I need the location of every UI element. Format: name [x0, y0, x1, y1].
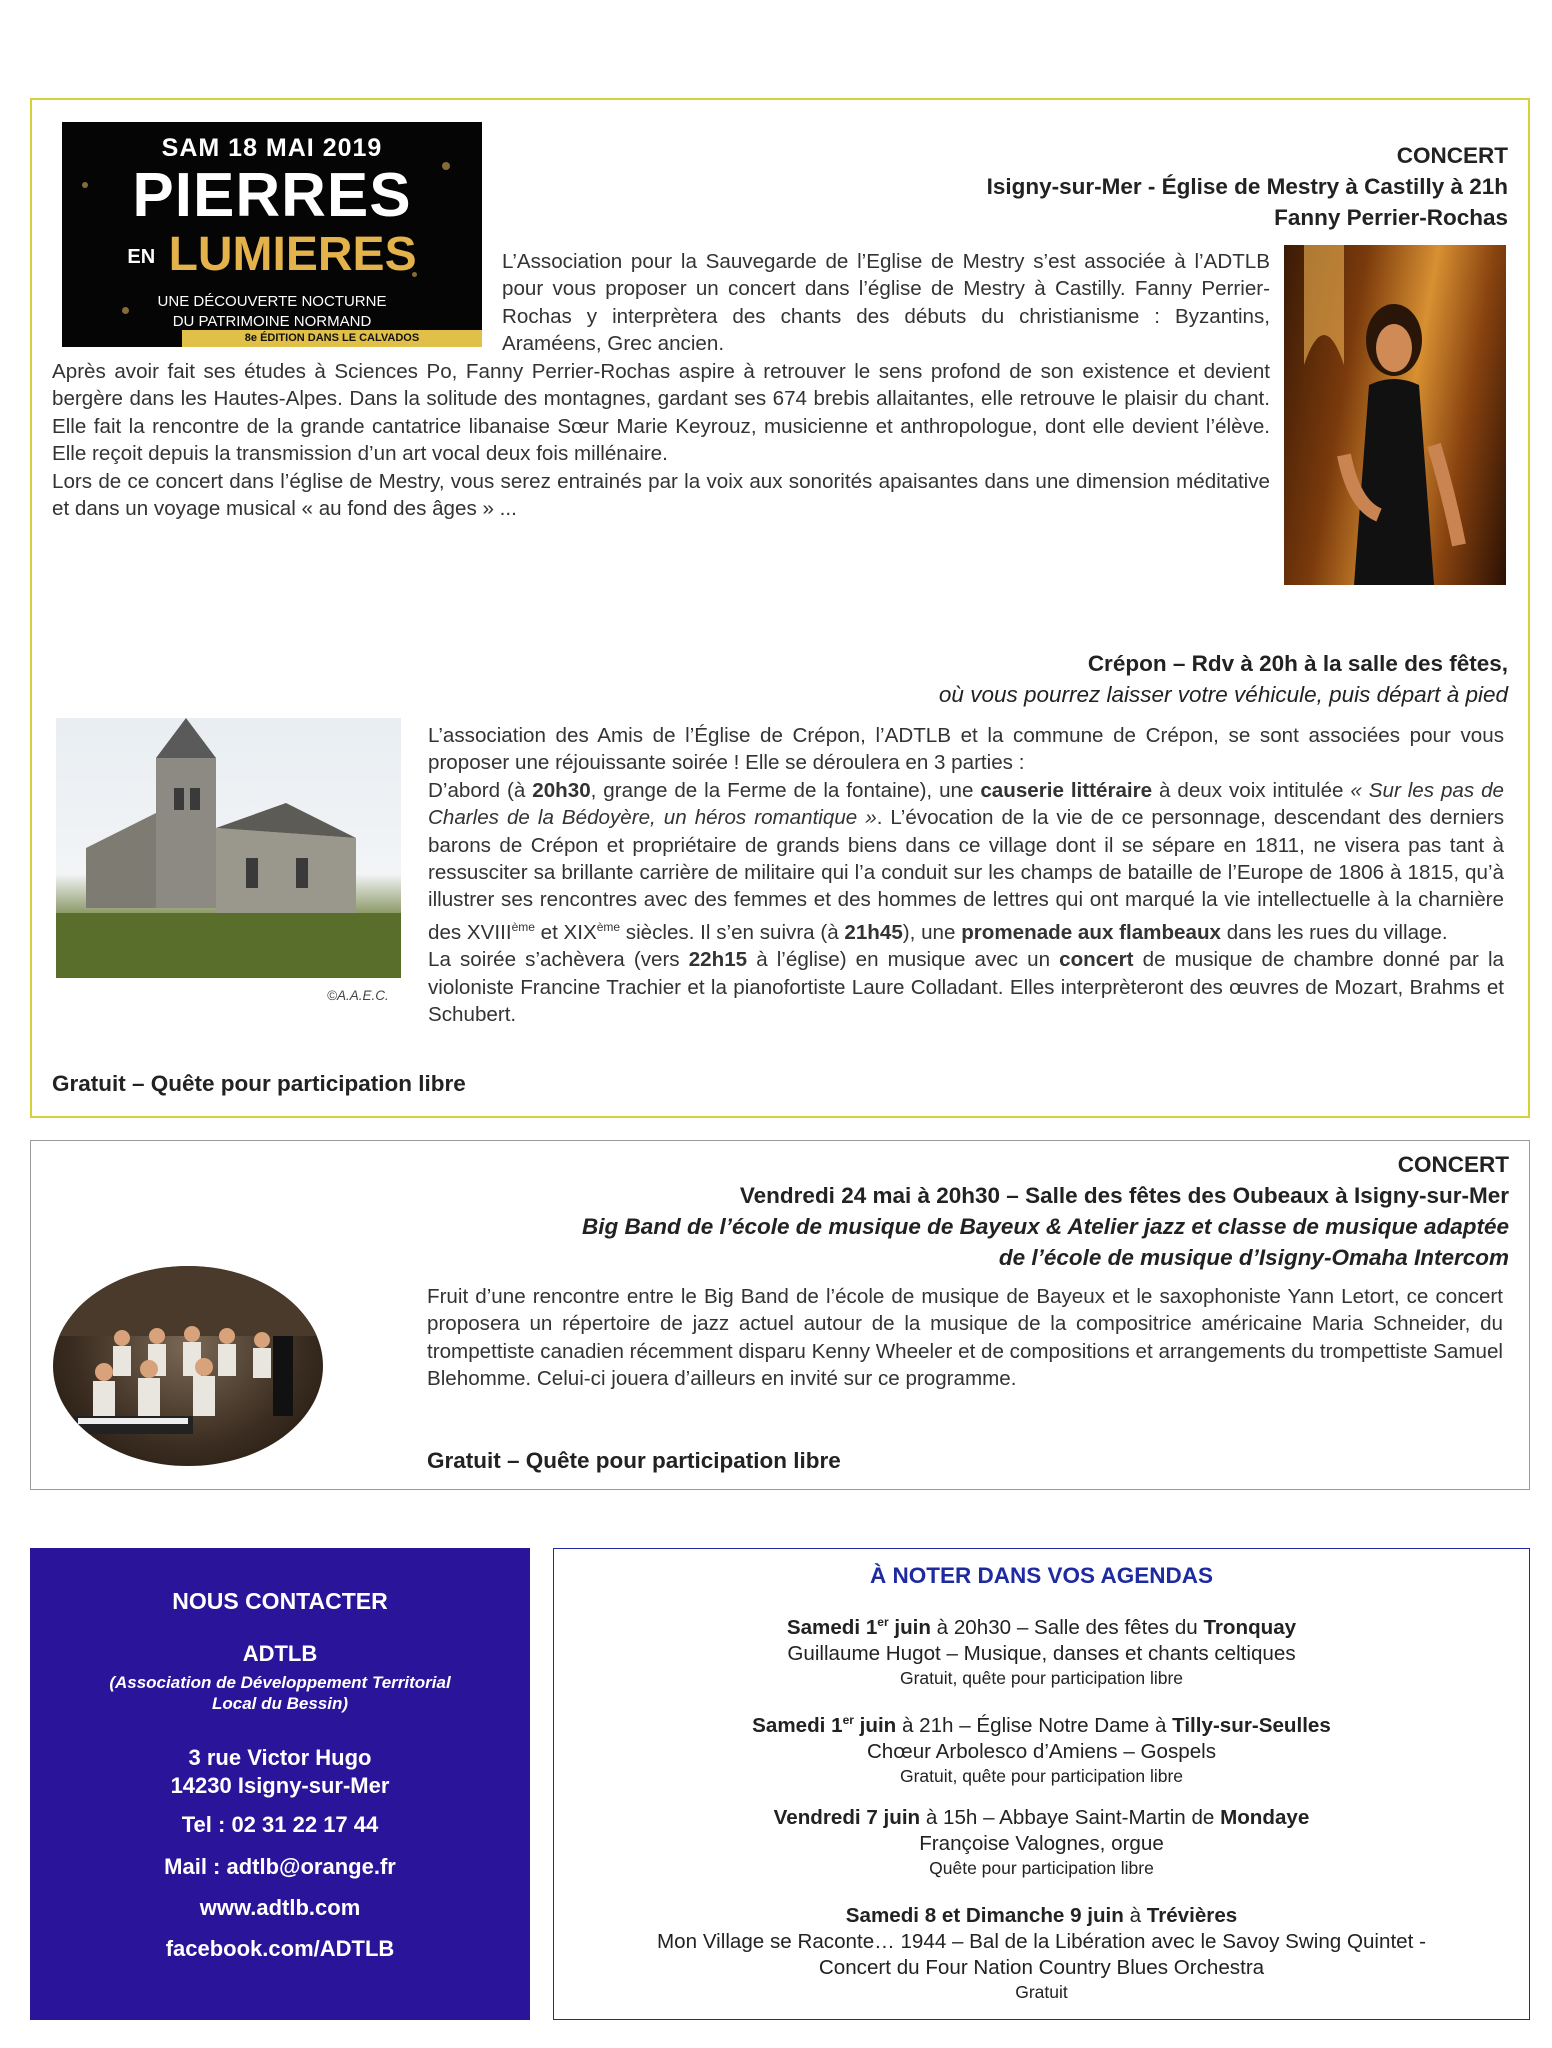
- poster-subtitle: [62, 292, 482, 332]
- agenda-item-tilly: [554, 1707, 1529, 1787]
- agenda-item-trevieres: [554, 1903, 1529, 2003]
- contact-org-full-line2: Local du Bessin): [211, 1694, 349, 1713]
- event1-concert-description: Lors de ce concert dans l’église de Mestry, vous serez entrainés par la voix aux sonorités apaisantes dans une dimension méditative et dans un voyage musical « au fond des âges » ...: [52, 469, 1270, 521]
- poster-title-pierres: PIERRES: [132, 161, 412, 230]
- poster-date: SAM 18 MAI 2019: [161, 134, 383, 162]
- event2-intro: L’association des Amis de l’Église de Crépon, l’ADTLB et la commune de Crépon, se sont associées pour vous proposer une réjouissante soirée ! Elle se déroulera en 3 parties :: [428, 724, 1504, 775]
- event1-bio-text: Après avoir fait ses études à Sciences Po, Fanny Perrier-Rochas aspire à retrouver le sens profond de son existence et devient bergère dans les Hautes-Alpes. Dans la solitude des montagnes, gardant ses 674 brebis allaitantes, elle retrouve le plaisir du chant. Elle fait la rencontre de la grande cantatrice libanaise Sœur Marie Keyrouz, musicienne et anthropologue, dont elle devient l’élève. Elle reçoit depuis la transmission d’un art vocal deux fois millénaire.: [52, 360, 1270, 466]
- agenda-details: à 15h – Abbaye Saint-Martin de: [920, 1806, 1221, 1829]
- event1-type: CONCERT: [1396, 143, 1508, 168]
- agenda-item-headline: [554, 1805, 1529, 1831]
- contact-facebook-link[interactable]: facebook.com/ADTLB: [165, 1936, 395, 1961]
- contact-org: ADTLB: [242, 1641, 318, 1666]
- txt-k: de musique de chambre donné par la violoniste Francine Trachier et la pianofortiste Laure Colladant. Elles interprèteront des œuvres de Mozart, Brahms et Schubert.: [428, 948, 1504, 1026]
- event1-heading: [987, 140, 1508, 233]
- promenade-label: promenade aux flambeaux: [961, 920, 1221, 944]
- txt-e: et XIX: [534, 920, 597, 944]
- contact-address-line1: 3 rue Victor Hugo: [188, 1745, 372, 1770]
- txt-g: ), une: [902, 920, 962, 944]
- agenda-details: à 21h – Église Notre Dame à: [896, 1713, 1173, 1737]
- sup-eme-2: ème: [596, 919, 621, 934]
- pierres-en-lumieres-poster: [62, 122, 482, 347]
- agenda-item-tronquay: [554, 1609, 1529, 1689]
- poster-subtitle-line1: UNE DÉCOUVERTE NOCTURNE: [157, 293, 387, 310]
- agenda-month: juin: [888, 1615, 931, 1639]
- contact-org-full-line1: (Association de Développement Territorial: [109, 1673, 451, 1692]
- bigband-price: Gratuit – Quête pour participation libre: [427, 1448, 841, 1473]
- poster-edition-badge: 8e ÉDITION DANS LE CALVADOS: [182, 330, 482, 347]
- agenda-item-headline: [554, 1609, 1529, 1641]
- bigband-when: Vendredi 24 mai à 20h30 – Salle des fêtes des Oubeaux à Isigny-sur-Mer: [739, 1183, 1509, 1208]
- agenda-performer-line2: Concert du Four Nation Country Blues Orchestra: [818, 1956, 1265, 1979]
- agenda-day: Samedi 1: [752, 1713, 843, 1737]
- big-band-photo: [53, 1266, 323, 1466]
- agenda-price: Gratuit: [1015, 1982, 1068, 2002]
- contact-website-link[interactable]: www.adtlb.com: [199, 1895, 361, 1920]
- sup-eme-1: ème: [511, 919, 535, 934]
- agenda-price: Gratuit, quête pour participation libre: [899, 1667, 1184, 1688]
- agenda-price: Gratuit, quête pour participation libre: [899, 1765, 1184, 1786]
- pierres-en-lumieres-section: [30, 98, 1530, 1118]
- agenda-place: Tronquay: [1203, 1615, 1297, 1639]
- event1-location: Isigny-sur-Mer - Église de Mestry à Castilly à 21h: [986, 174, 1508, 199]
- singer-photo: [1284, 245, 1506, 585]
- agenda-day-sup: er: [877, 1615, 889, 1629]
- contact-address-line2: 14230 Isigny-sur-Mer: [170, 1773, 390, 1798]
- agenda-item-headline: [554, 1903, 1529, 1929]
- contact-phone: Tel : 02 31 22 17 44: [181, 1812, 379, 1837]
- agenda-day: Vendredi 7 juin: [773, 1806, 921, 1829]
- agenda-place: Trévières: [1146, 1904, 1238, 1927]
- concert-label: concert: [1059, 948, 1134, 972]
- event1-intro: L’Association pour la Sauvegarde de l’Eglise de Mestry s’est associée à l’ADTLB pour vous proposer un concert dans l’église de Mestry à Castilly. Fanny Perrier-Rochas y interprètera des chants des débuts du christianisme : Byzantins, Araméens, Grec ancien.: [502, 250, 1270, 356]
- contact-org-fullname: [30, 1672, 530, 1714]
- concert-time: 22h15: [688, 948, 748, 972]
- agenda-details: à: [1123, 1904, 1147, 1927]
- event2-heading: [939, 648, 1508, 710]
- txt-c: à deux voix intitulée: [1152, 778, 1351, 802]
- txt-h: dans les rues du village.: [1220, 920, 1448, 944]
- agenda-performer: Chœur Arbolesco d’Amiens – Gospels: [866, 1739, 1217, 1763]
- event2-title: Crépon – Rdv à 20h à la salle des fêtes,: [1087, 651, 1508, 676]
- bigband-who-line2: de l’école de musique d’Isigny-Omaha Intercom: [998, 1245, 1509, 1270]
- causerie-title: « Sur les pas de Charles de la Bédoyère, un héros romantique »: [428, 778, 1504, 830]
- bigband-description: Fruit d’une rencontre entre le Big Band de l’école de musique de Bayeux et le saxophoniste Yann Letort, ce concert proposera un répertoire de jazz actuel autour de la musique de la compositrice américaine Maria Schneider, du trompettiste canadien récemment disparu Kenny Wheeler et de compositions et arrangements du trompettiste Samuel Blehomme. Celui-ci jouera d’ailleurs en invité sur ce programme.: [427, 1285, 1503, 1391]
- txt-b: , grange de la Ferme de la fontaine), une: [590, 778, 981, 802]
- bigband-type: CONCERT: [1397, 1152, 1509, 1177]
- txt-a: D’abord (à: [428, 778, 533, 802]
- event2-price: Gratuit – Quête pour participation libre: [52, 1071, 466, 1096]
- bigband-heading: [582, 1149, 1509, 1273]
- causerie-label: causerie littéraire: [980, 778, 1153, 802]
- event2-body: [428, 722, 1504, 1028]
- txt-j: à l’église) en musique avec un: [747, 948, 1060, 972]
- big-band-section: [30, 1140, 1530, 1490]
- agenda-day: Samedi 1: [786, 1615, 878, 1639]
- agenda-item-mondaye: [554, 1805, 1529, 1879]
- event1-bio: [52, 358, 1270, 522]
- agenda-day: Samedi 8 et Dimanche 9 juin: [845, 1904, 1124, 1927]
- poster-title-lumieres-word: LUMIERES: [168, 228, 417, 281]
- bigband-who-line1: Big Band de l’école de musique de Bayeux & Atelier jazz et classe de musique adaptée: [582, 1214, 1509, 1239]
- crepon-church-photo: [56, 718, 401, 978]
- agenda-place: Tilly-sur-Seulles: [1172, 1713, 1331, 1737]
- contact-panel: [30, 1548, 530, 2020]
- agenda-performer: Mon Village se Raconte… 1944 – Bal de la Libération avec le Savoy Swing Quintet -: [657, 1930, 1426, 1953]
- poster-title-en: EN: [127, 245, 156, 268]
- promenade-time: 21h45: [844, 920, 903, 944]
- agenda-place: Mondaye: [1220, 1806, 1310, 1829]
- causerie-time: 20h30: [532, 778, 591, 802]
- agenda-details: à 20h30 – Salle des fêtes du: [930, 1615, 1204, 1639]
- agenda-performer: Guillaume Hugot – Musique, danses et chants celtiques: [787, 1641, 1296, 1665]
- event2-program: [428, 777, 1504, 946]
- txt-i: La soirée s’achèvera (vers: [428, 948, 689, 972]
- agenda-performer: Françoise Valognes, orgue: [919, 1832, 1164, 1855]
- agenda-price: Quête pour participation libre: [929, 1858, 1154, 1878]
- event2-subtitle: où vous pourrez laisser votre véhicule, puis départ à pied: [938, 682, 1508, 707]
- event2-photo-credit: ©A.A.E.C.: [327, 988, 389, 1003]
- txt-f: siècles. Il s’en suivra (à: [620, 920, 845, 944]
- txt-d: . L’évocation de la vie de ce personnage, descendant des derniers barons de Crépon et propriétaire de grands biens dans ce village dont il se sépare en 1811, ne visera pas tant à ressusciter sa brillante carrière de militaire qui l’a conduit sur les champs de bataille de l’Europe de 1806 à 1815, qu’à illustrer ses rencontres avec des femmes et des hommes de lettres qui ont marqué la vie intellectuelle à la charnière des XVIII: [428, 806, 1505, 944]
- agenda-title: À NOTER DANS VOS AGENDAS: [870, 1563, 1213, 1588]
- event2-finale: [428, 946, 1504, 1028]
- contact-title: NOUS CONTACTER: [172, 1588, 388, 1614]
- poster-subtitle-line2: DU PATRIMOINE NORMAND: [172, 313, 372, 330]
- event1-performer: Fanny Perrier-Rochas: [1274, 205, 1508, 230]
- agenda-panel: [553, 1548, 1530, 2020]
- agenda-item-headline: [554, 1707, 1529, 1739]
- contact-address: [30, 1744, 530, 1800]
- contact-mail[interactable]: Mail : adtlb@orange.fr: [164, 1854, 396, 1879]
- agenda-month: juin: [853, 1713, 897, 1737]
- agenda-day-sup: er: [842, 1713, 854, 1727]
- poster-title-lumieres: [62, 227, 482, 282]
